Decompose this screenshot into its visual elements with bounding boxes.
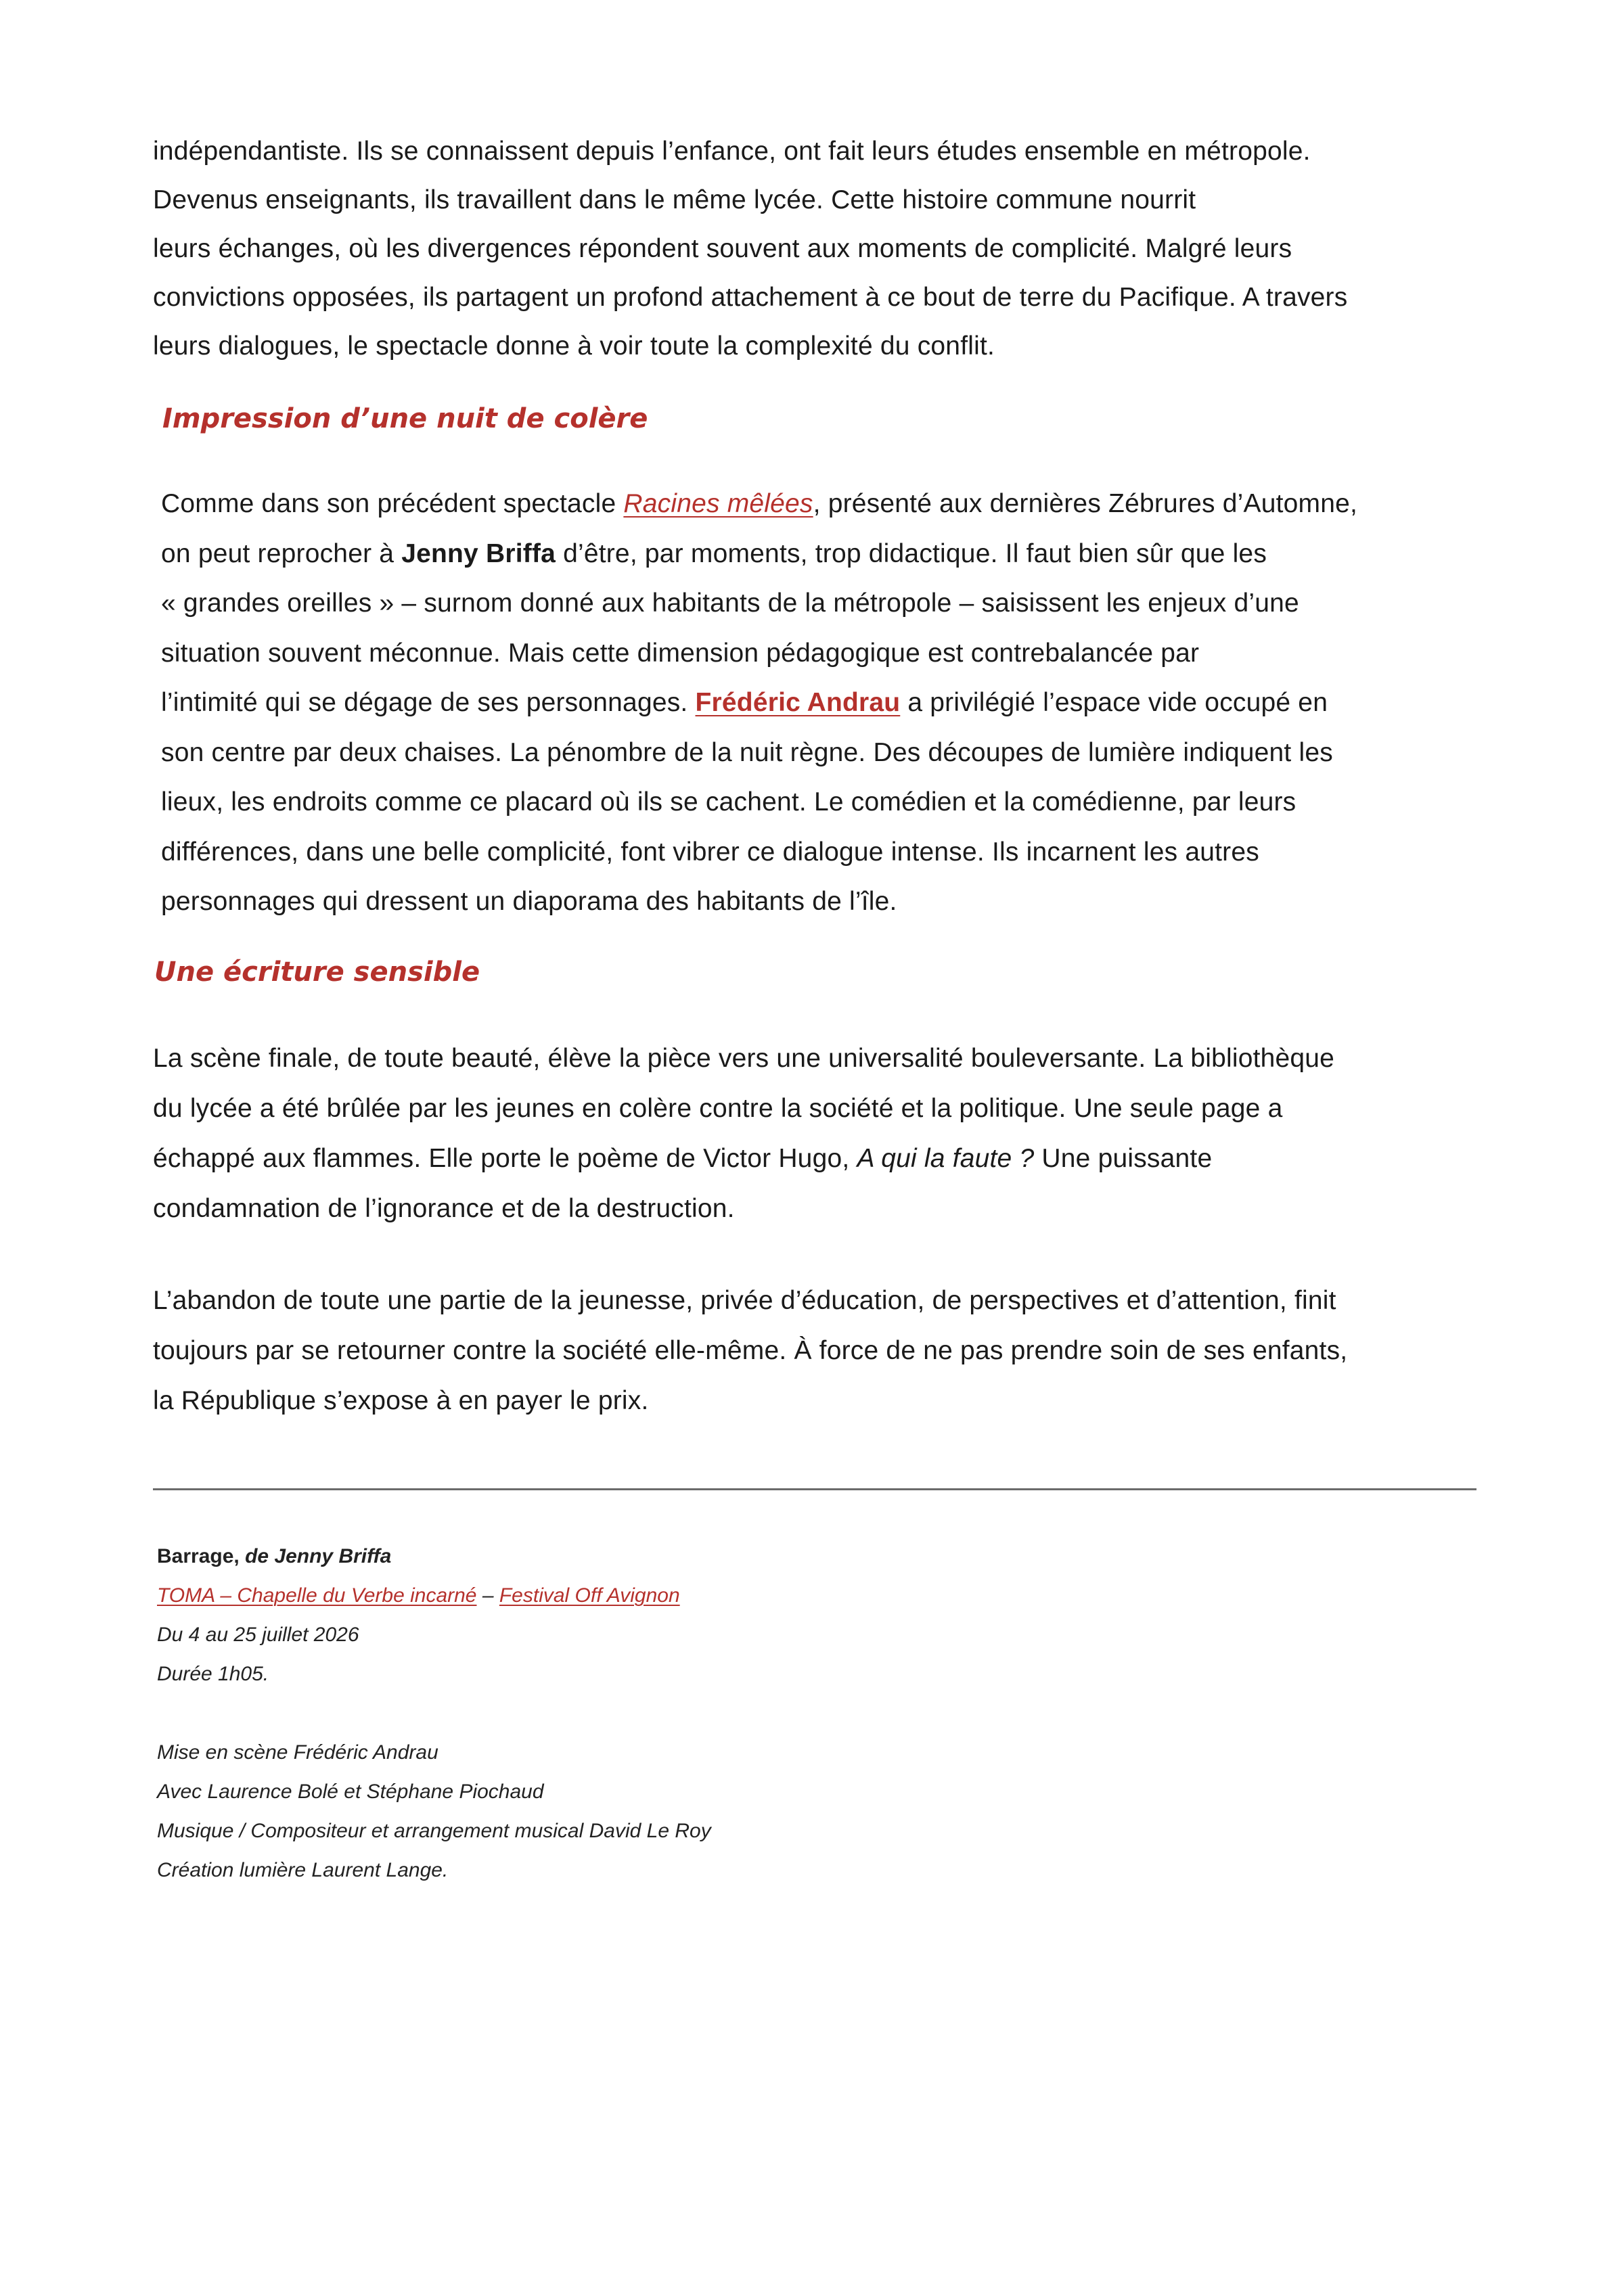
ecriture-paragraph-2 bbox=[153, 1276, 1479, 1426]
show-credits bbox=[157, 1537, 1240, 1890]
staging-credit: Mise en scène Frédéric Andrau bbox=[157, 1741, 438, 1764]
show-title bbox=[157, 1537, 1240, 1576]
section-divider bbox=[153, 1488, 1476, 1490]
spacer bbox=[157, 1694, 1240, 1733]
paragraph-line: Devenus enseignants, ils travaillent dans le même lycée. Cette histoire commune nourrit bbox=[153, 185, 1196, 214]
venue-link[interactable]: TOMA – Chapelle du Verbe incarné bbox=[157, 1584, 477, 1607]
intro-paragraph bbox=[153, 127, 1479, 371]
title-author: de Jenny Briffa bbox=[239, 1545, 392, 1567]
ecriture-paragraph-1 bbox=[153, 1034, 1479, 1234]
dates: Du 4 au 25 juillet 2026 bbox=[157, 1624, 359, 1646]
paragraph-line: lieux, les endroits comme ce placard où ils se cachent. Le comédien et la comédienne, par leurs bbox=[161, 787, 1296, 817]
paragraph-line: toujours par se retourner contre la société elle-même. À force de ne pas prendre soin de ses enfants, bbox=[153, 1336, 1348, 1365]
paragraph-line: leurs dialogues, le spectacle donne à voir toute la complexité du conflit. bbox=[153, 331, 995, 361]
paragraph-line: personnages qui dressent un diaporama des habitants de l’île. bbox=[161, 887, 897, 916]
music-credit: Musique / Compositeur et arrangement musical David Le Roy bbox=[157, 1820, 711, 1842]
cast-credit: Avec Laurence Bolé et Stéphane Piochaud bbox=[157, 1781, 544, 1803]
poem-title: A qui la faute ? bbox=[857, 1144, 1035, 1173]
text: on peut reprocher à bbox=[161, 538, 402, 568]
paragraph-line: la République s’expose à en payer le prix. bbox=[153, 1386, 649, 1415]
paragraph-line: différences, dans une belle complicité, font vibrer ce dialogue intense. Ils incarnent les autres bbox=[161, 837, 1259, 867]
venue-separator: – bbox=[476, 1584, 499, 1607]
paragraph-line: La scène finale, de toute beauté, élève la pièce vers une universalité bouleversante. La bibliothèque bbox=[153, 1044, 1335, 1073]
section-heading-impression: Impression d’une nuit de colère bbox=[162, 403, 648, 434]
text: Une puissante bbox=[1034, 1144, 1213, 1173]
paragraph-line: situation souvent méconnue. Mais cette dimension pédagogique est contrebalancée par bbox=[161, 638, 1200, 668]
festival-link[interactable]: Festival Off Avignon bbox=[499, 1584, 680, 1607]
text: échappé aux flammes. Elle porte le poème de Victor Hugo, bbox=[153, 1144, 857, 1173]
paragraph-line: convictions opposées, ils partagent un profond attachement à ce bout de terre du Pacifique. A travers bbox=[153, 283, 1348, 312]
paragraph-line bbox=[161, 529, 1487, 579]
frederic-andrau-link[interactable]: Frédéric Andrau bbox=[695, 688, 901, 717]
paragraph-line: L’abandon de toute une partie de la jeunesse, privée d’éducation, de perspectives et d’attention, finit bbox=[153, 1286, 1336, 1315]
section-heading-ecriture: Une écriture sensible bbox=[154, 957, 480, 988]
author-name: Jenny Briffa bbox=[401, 538, 556, 568]
text: Comme dans son précédent spectacle bbox=[161, 489, 624, 518]
paragraph-line: « grandes oreilles » – surnom donné aux habitants de la métropole – saisissent les enjeux d’une bbox=[161, 589, 1299, 618]
paragraph-line: condamnation de l’ignorance et de la destruction. bbox=[153, 1194, 735, 1223]
impression-paragraph bbox=[161, 479, 1487, 927]
title-text: Barrage, bbox=[157, 1545, 240, 1567]
paragraph-line bbox=[161, 678, 1487, 728]
text: , présenté aux dernières Zébrures d’Automne, bbox=[813, 489, 1358, 518]
paragraph-line bbox=[153, 1134, 1479, 1184]
lighting-credit: Création lumière Laurent Lange. bbox=[157, 1859, 449, 1881]
paragraph-line: indépendantiste. Ils se connaissent depuis l’enfance, ont fait leurs études ensemble en métropole. bbox=[153, 137, 1311, 166]
duration: Durée 1h05. bbox=[157, 1663, 269, 1685]
paragraph-line: du lycée a été brûlée par les jeunes en colère contre la société et la politique. Une seule page a bbox=[153, 1094, 1283, 1123]
paragraph-line bbox=[161, 479, 1487, 529]
text: a privilégié l’espace vide occupé en bbox=[900, 688, 1328, 717]
text: d’être, par moments, trop didactique. Il faut bien sûr que les bbox=[556, 538, 1267, 568]
venue-line bbox=[157, 1576, 1240, 1615]
paragraph-line: son centre par deux chaises. La pénombre de la nuit règne. Des découpes de lumière indiquent les bbox=[161, 737, 1333, 767]
racines-melees-link[interactable]: Racines mêlées bbox=[623, 489, 813, 518]
paragraph-line: leurs échanges, où les divergences répondent souvent aux moments de complicité. Malgré leurs bbox=[153, 234, 1292, 263]
text: l’intimité qui se dégage de ses personnages. bbox=[161, 688, 696, 717]
